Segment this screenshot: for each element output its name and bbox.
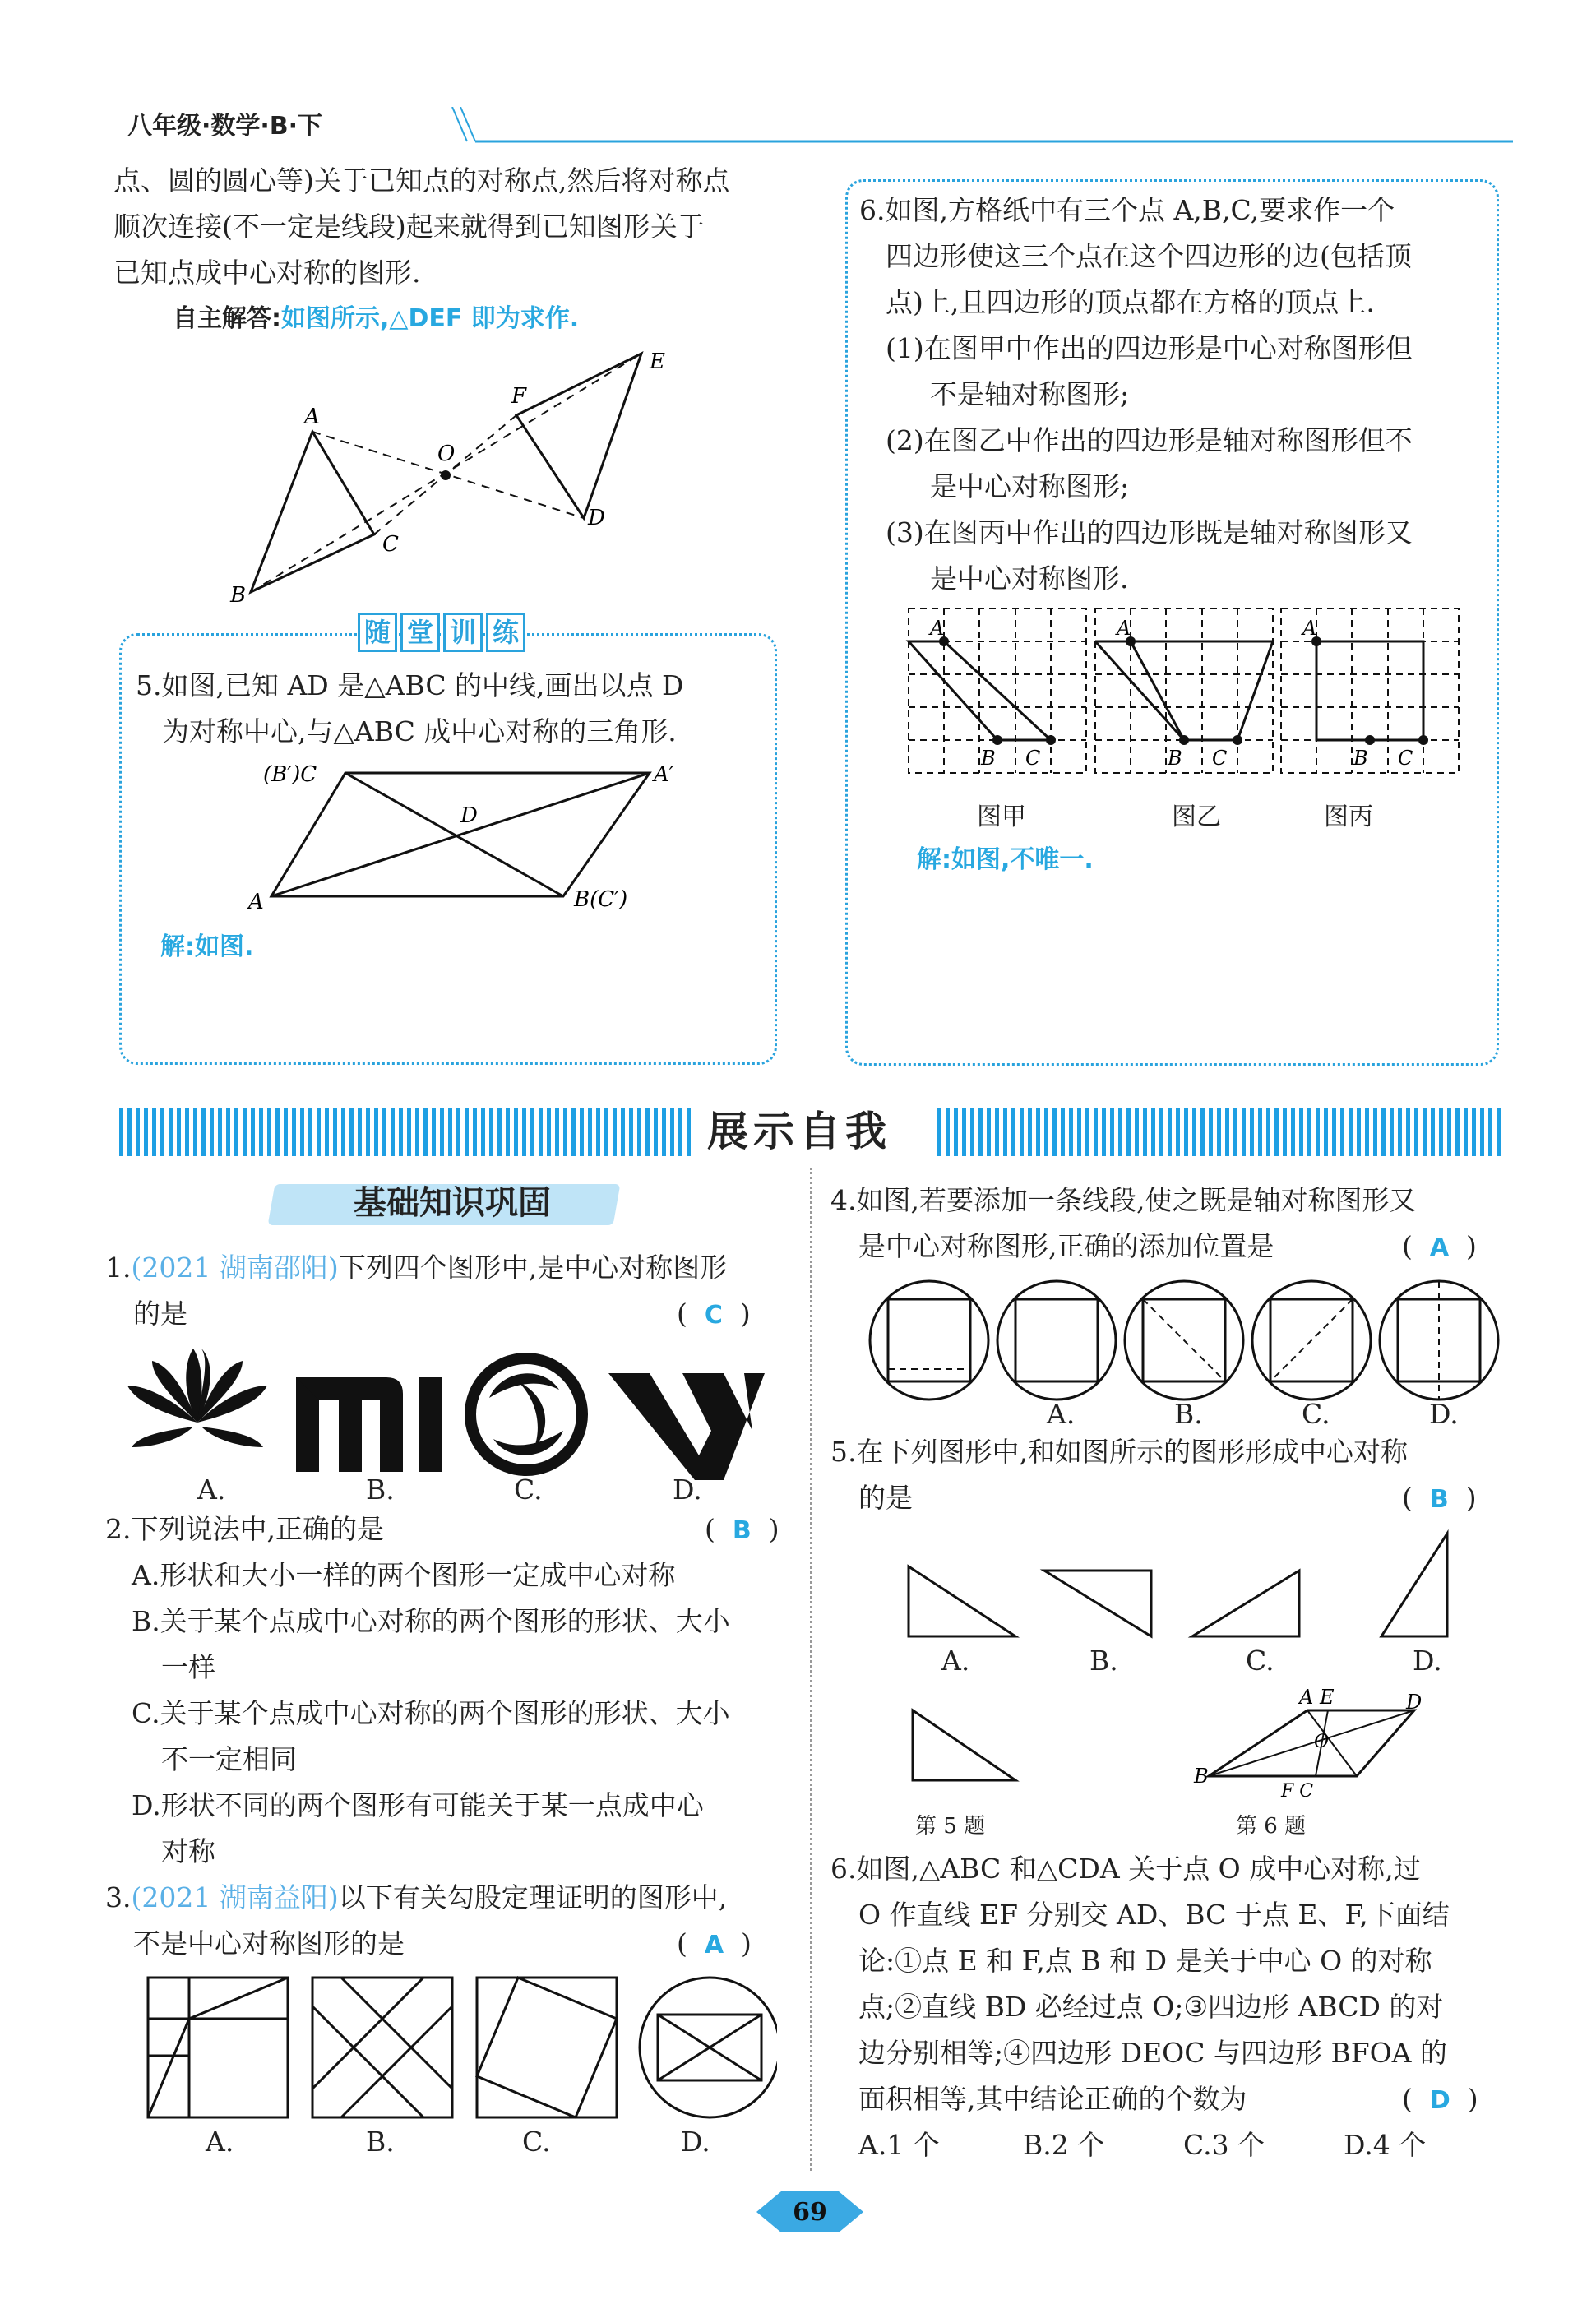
question-5: 5.在下列图形中,和如图所示的图形形成中心对称 的是 ( B ) [830,1429,1513,1521]
q3-fig-c [477,1978,617,2117]
label-B: B [1194,1765,1209,1788]
answer-4: A [1429,1233,1450,1262]
subtitle: 基础知识巩固 [354,1184,551,1222]
q-line: (1)在图甲中作出的四边形是中心对称图形但 [886,332,1413,364]
q4-figures [867,1279,1501,1410]
question-6-grid [859,187,1492,602]
practice-tags [358,613,529,652]
label-A: A [304,405,320,429]
source: (2021 湖南益阳) [131,1881,339,1913]
q-line: (2)在图乙中作出的四边形是轴对称图形但不 [886,424,1413,456]
svg-text:C: C [1398,747,1413,770]
q-line: 6.如图,方格纸中有三个点 A,B,C,要求作一个 [859,194,1395,226]
q5-options-figs [896,1529,1513,1661]
q3-figures [144,1973,777,2126]
logo-b [296,1377,442,1472]
answer-text: 如图所示,△DEF 即为求作. [281,304,580,333]
label-E: E [650,349,665,374]
q3-fig-d [640,1978,777,2117]
label-BC: (B′)C [263,762,317,787]
intro-line: 点、圆的圆心等)关于已知点的对称点,然后将对称点 [113,164,730,197]
banner-title: 展示自我 [707,1108,891,1155]
svg-text:C: C [1025,747,1041,770]
header-title: 八年级·数学·B·下 [127,112,323,141]
intro-line: 顺次连接(不一定是线段)起来就得到已知图形关于 [113,211,705,243]
answer-1: C [704,1301,723,1330]
q-line: 四边形使这三个点在这个四边形的边(包括顶 [886,240,1412,272]
caption-jia: 图甲 [977,803,1026,831]
q6-caption: 第 6 题 [1236,1814,1307,1839]
q4-option-b[interactable]: B. [1174,1398,1203,1430]
choice[interactable]: A.形状和大小一样的两个图形一定成中心对称 [132,1559,676,1591]
label-D: D [460,803,478,828]
q4-fig-a [870,1281,988,1400]
q-line: (3)在图丙中作出的四边形既是轴对称图形又 [886,516,1413,548]
practice-answer: 解:如图. [160,932,254,961]
choice[interactable]: C.关于某个点成中心对称的两个图形的形状、大小 [132,1697,730,1729]
q1-option-a[interactable]: A. [197,1474,226,1506]
choice[interactable]: D.形状不同的两个图形有可能关于某一点成中心 [132,1789,704,1821]
page-number-badge [756,2187,863,2237]
figure-def [222,345,682,608]
q1-option-b[interactable]: B. [366,1474,395,1506]
figure-q5 [238,756,699,921]
grid-jia [909,608,1086,773]
svg-text:B: B [1168,747,1182,770]
q-line: 是中心对称图形; [930,470,1130,502]
caption-bing: 图丙 [1324,803,1373,831]
choice[interactable]: D.4 个 [1344,2129,1427,2161]
q-line: 为对称中心,与△ABC 成中心对称的三角形. [162,715,677,747]
question-3: 3.(2021 湖南益阳)以下有关勾股定理证明的图形中, 不是中心对称图形的是 ( A ) [105,1875,796,1967]
source: (2021 湖南邵阳) [131,1252,339,1284]
banner-stripes-left [119,1108,695,1156]
label-O: O [1314,1732,1330,1752]
label-F: F [511,384,527,409]
question-2: 2.下列说法中,正确的是 ( B ) A.形状和大小一样的两个图形一定成中心对称 B.关于某个点成中心对称的两个图形的形状、大小 一样 C.关于某个点成中心对称的两个图形的形状、大小 不一定相同 D.形状不同的两个图形有可能关于某一点成中心 对称 [105,1506,796,1875]
tag: 训 [443,613,483,652]
logo-d [608,1373,765,1480]
q4-option-a[interactable]: A. [1047,1398,1076,1430]
choice-cont: 对称 [161,1835,215,1867]
q3-option-b[interactable]: B. [366,2126,395,2158]
q6-answer: 解:如图,不唯一. [917,845,1094,874]
svg-text:A: A [1117,617,1131,640]
q5-option-d[interactable]: D. [1413,1645,1442,1677]
practice-question-5 [136,663,777,755]
logo-c [470,1358,582,1470]
label-B: B [230,583,247,608]
tag: 练 [486,613,525,652]
question-6: 6.如图,△ABC 和△CDA 关于点 O 成中心对称,过 O 作直线 EF 分别交 AD、BC 于点 E、F,下面结 论:①点 E 和 F,点 B 和 D 是关于中心 O 的对称 点;②直线 BD 必经过点 O;③四边形 ABCD 的对 边分别相等;④四边形 DEOC 与四边形 BFOA 的 面积相等,其中结论正确的个数为 ( D ) A.1 个 B.2 个 C.3 个 D.4 个 [830,1846,1513,2168]
answer-bracket: ( D ) [1402,2083,1478,2115]
q1-logos [123,1340,773,1488]
q4-fig-e [1380,1281,1498,1400]
q5-caption: 第 5 题 [915,1814,986,1839]
choice[interactable]: B.2 个 [1023,2129,1105,2161]
q1-option-d[interactable]: D. [673,1474,702,1506]
question-4: 4.如图,若要添加一条线段,使之既是轴对称图形又 是中心对称图形,正确的添加位置是 ( A ) [830,1178,1513,1270]
answer-3: A [704,1931,724,1959]
svg-text:C: C [1212,747,1228,770]
q-line: 点)上,且四边形的顶点都在方格的顶点上. [886,286,1375,318]
label-A-prime: A′ [654,762,674,787]
caption-yi: 图乙 [1172,803,1221,831]
q4-option-d[interactable]: D. [1429,1398,1459,1430]
choice[interactable]: B.关于某个点成中心对称的两个图形的形状、大小 [132,1605,730,1637]
answer-6: D [1429,2086,1450,2115]
q6-figure [1192,1686,1439,1801]
grid-figures [904,604,1464,781]
grid-yi [1095,608,1273,773]
q5-option-c[interactable]: C. [1246,1645,1274,1677]
q-line: 5.如图,已知 AD 是△ABC 的中线,画出以点 D [136,669,684,701]
intro-line: 已知点成中心对称的图形. [113,257,421,289]
q4-fig-c [1125,1281,1243,1400]
logo-a [127,1349,267,1447]
answer-bracket: ( B ) [1402,1482,1477,1514]
answer-bracket: ( A ) [677,1927,752,1959]
q4-option-c[interactable]: C. [1302,1398,1330,1430]
question-1: 1.(2021 湖南邵阳)下列四个图形中,是中心对称图形 的是 ( C ) [105,1245,796,1337]
q1-option-c[interactable]: C. [514,1474,543,1506]
q3-option-d[interactable]: D. [681,2126,710,2158]
svg-text:A: A [1302,617,1317,640]
label-BC-prime: B(C′) [574,887,628,912]
label-D: D [1406,1691,1423,1714]
page-number: 69 [793,2198,827,2227]
self-answer [173,298,579,334]
label-A: A [248,890,264,914]
q3-option-c[interactable]: C. [522,2126,551,2158]
choice[interactable]: A.1 个 [858,2129,940,2161]
header-rule [444,107,1513,148]
answer-bracket: ( A ) [1402,1230,1477,1262]
q3-fig-a [148,1978,288,2117]
answer-label: 自主解答: [173,304,281,333]
q-line: 是中心对称图形. [930,562,1129,595]
answer-2: B [732,1516,752,1545]
q4-fig-b [997,1281,1116,1400]
grid-bing [1281,608,1459,773]
answer-bracket: ( B ) [705,1513,779,1545]
choice[interactable]: C.3 个 [1183,2129,1265,2161]
column-divider [810,1168,812,2171]
svg-text:A: A [930,617,945,640]
label-O: O [437,442,456,466]
label-AE: A E [1299,1686,1335,1709]
label-FC: F C [1281,1781,1314,1801]
q3-fig-b [312,1978,452,2117]
answer-5: B [1429,1485,1449,1514]
q-line: 不是轴对称图形; [930,378,1130,410]
intro-text [113,158,796,296]
choice-cont: 不一定相同 [161,1743,297,1775]
tag: 随 [358,613,397,652]
q5-option-b[interactable]: B. [1089,1645,1118,1677]
banner-stripes-right [937,1108,1501,1156]
tag: 堂 [400,613,440,652]
label-D: D [588,506,605,530]
choice-cont: 一样 [161,1651,215,1683]
svg-text:B: B [981,747,996,770]
q4-fig-d [1252,1281,1371,1400]
svg-text:B: B [1353,747,1368,770]
answer-bracket: ( C ) [677,1298,751,1330]
q5-option-a[interactable]: A. [941,1645,970,1677]
label-C: C [382,532,399,557]
q5-figure [900,1702,1048,1793]
q3-option-a[interactable]: A. [206,2126,234,2158]
